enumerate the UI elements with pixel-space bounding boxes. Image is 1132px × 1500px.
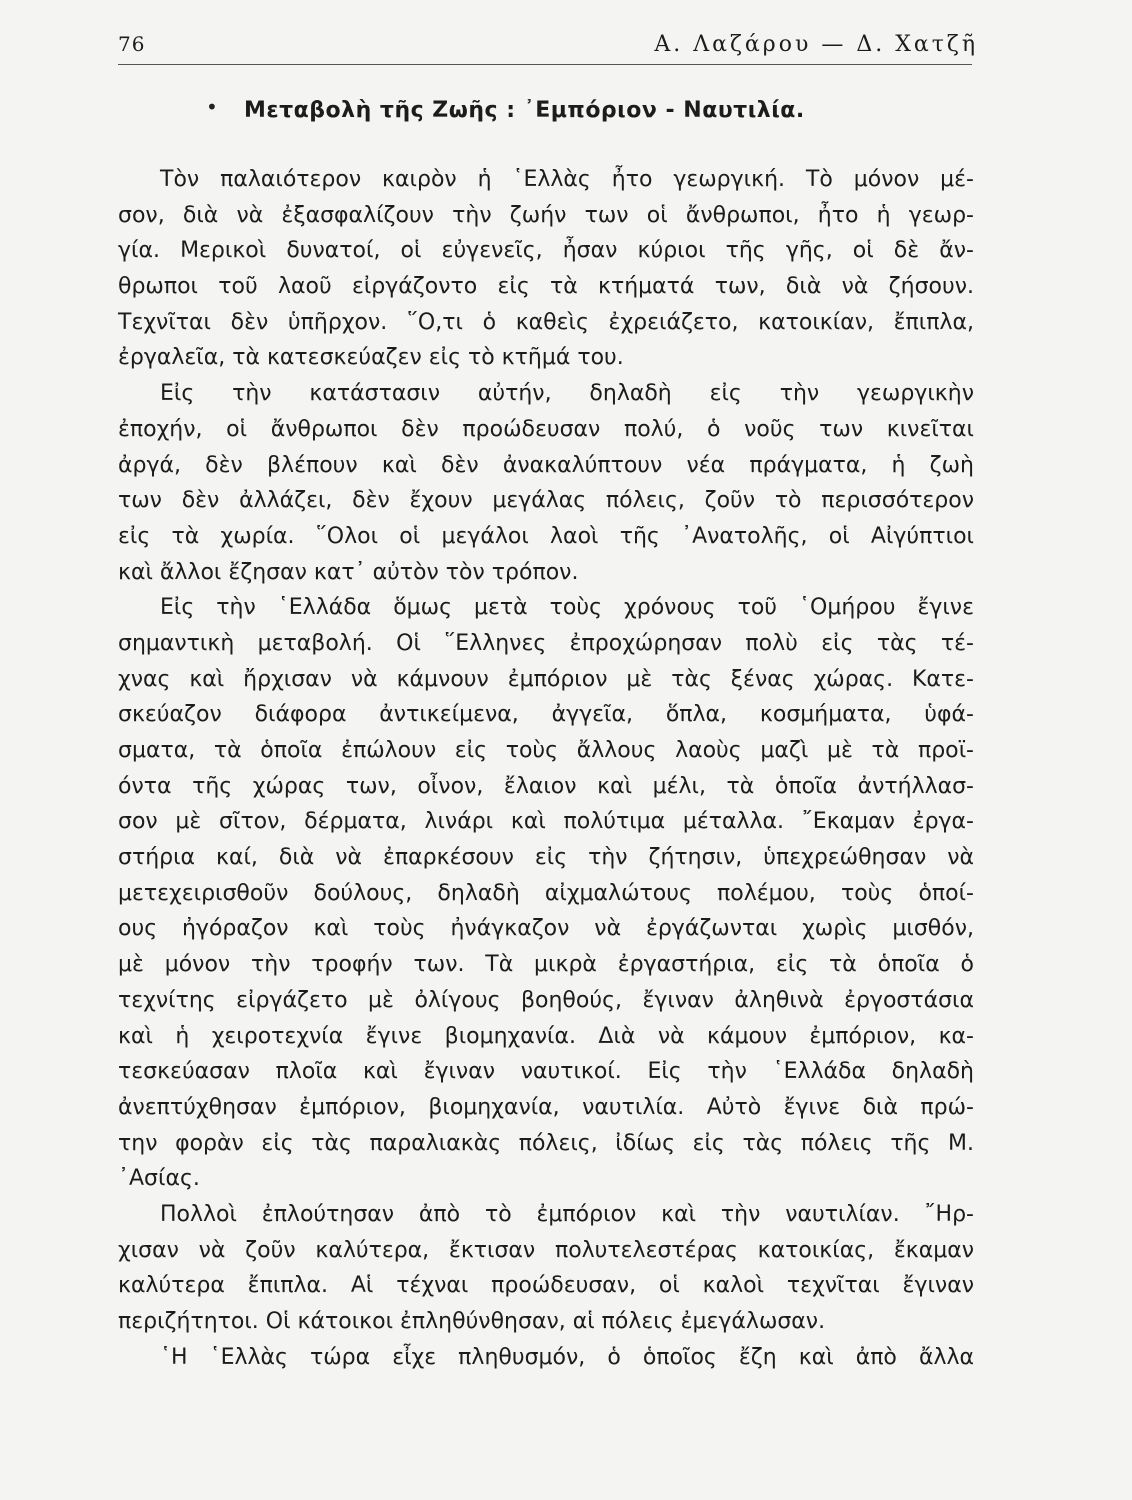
text-line: τεχνίτης εἰργάζετο μὲ ὀλίγους βοηθούς, ἔγιναν ἀληθινὰ ἐργοστάσια — [118, 987, 974, 1013]
text-line: ἐποχήν, οἱ ἄνθρωποι δὲν προώδευσαν πολύ, ὁ νοῦς των κινεῖται — [118, 416, 974, 442]
text-line: Εἰς τὴν κατάστασιν αὐτήν, δηλαδὴ εἰς τὴν γεωργικὴν — [160, 381, 974, 407]
text-line: την φορὰν εἰς τὰς παραλιακὰς πόλεις, ἰδίως εἰς τὰς πόλεις τῆς Μ. — [118, 1130, 974, 1156]
text-line: Εἰς τὴν ῾Ελλάδα ὅμως μετὰ τοὺς χρόνους τοῦ ῾Ομήρου ἔγινε — [160, 595, 974, 621]
running-head: Α. Λαζάρου — Δ. Χατζῆ — [654, 32, 978, 57]
text-line: σματα, τὰ ὁποῖα ἐπώλουν εἰς τοὺς ἄλλους λαοὺς μαζὶ μὲ τὰ προϊ- — [118, 738, 974, 763]
text-line: Τὸν παλαιότερον καιρὸν ἡ ῾Ελλὰς ἦτο γεωργική. Τὸ μόνον μέ- — [160, 167, 974, 192]
text-line: ἐργαλεῖα, τὰ κατεσκεύαζεν εἰς τὸ κτῆμά του. — [118, 345, 624, 371]
text-line: ους ἠγόραζον καὶ τοὺς ἠνάγκαζον νὰ ἐργάζωνται χωρὶς μισθόν, — [118, 916, 974, 942]
page-header — [118, 28, 978, 65]
text-line: ᾿Ασίας. — [118, 1166, 200, 1192]
text-line: σον μὲ σῖτον, δέρματα, λινάρι καὶ πολύτιμα μέταλλα. ῎Εκαμαν ἐργα- — [118, 809, 974, 835]
paragraph-4 — [118, 1197, 974, 1340]
text-line: Τεχνῖται δὲν ὑπῆρχον. ῞Ο,τι ὁ καθεὶς ἐχρειάζετο, κατοικίαν, ἔπιπλα, — [118, 309, 974, 335]
text-line: καὶ ἄλλοι ἔζησαν κατ᾿ αὐτὸν τὸν τρόπον. — [118, 559, 579, 585]
text-line: μὲ μόνον τὴν τροφήν των. Τὰ μικρὰ ἐργαστήρια, εἰς τὰ ὁποῖα ὁ — [118, 952, 974, 978]
body-text — [118, 162, 974, 1375]
text-line: των δὲν ἀλλάζει, δὲν ἔχουν μεγάλας πόλεις, ζοῦν τὸ περισσότερον — [118, 488, 974, 514]
text-line: σκεύαζον διάφορα ἀντικείμενα, ἀγγεῖα, ὅπλα, κοσμήματα, ὑφά- — [118, 702, 974, 728]
text-line: τεσκεύασαν πλοῖα καὶ ἔγιναν ναυτικοί. Εἰς τὴν ῾Ελλάδα δηλαδὴ — [118, 1059, 974, 1085]
text-line: σημαντικὴ μεταβολή. Οἱ ῞Ελληνες ἐπροχώρησαν πολὺ εἰς τὰς τέ- — [118, 630, 974, 656]
paragraph-5 — [118, 1340, 974, 1376]
text-line: ἀνεπτύχθησαν ἐμπόριον, βιομηχανία, ναυτιλία. Αὐτὸ ἔγινε διὰ πρώ- — [118, 1094, 974, 1120]
text-line: καὶ ἡ χειροτεχνία ἔγινε βιομηχανία. Διὰ νὰ κάμουν ἐμπόριον, κα- — [118, 1023, 974, 1049]
paragraph-1 — [118, 162, 974, 376]
text-line: χισαν νὰ ζοῦν καλύτερα, ἔκτισαν πολυτελεστέρας κατοικίας, ἔκαμαν — [118, 1237, 974, 1263]
text-line: θρωποι τοῦ λαοῦ εἰργάζοντο εἰς τὰ κτήματά των, διὰ νὰ ζήσουν. — [118, 274, 974, 300]
text-line: μετεχειρισθοῦν δούλους, δηλαδὴ αἰχμαλώτους πολέμου, τοὺς ὁποί- — [118, 880, 974, 906]
section-bullet-icon: • — [206, 95, 218, 119]
text-line: Πολλοὶ ἐπλούτησαν ἀπὸ τὸ ἐμπόριον καὶ τὴν ναυτιλίαν. ῎Ηρ- — [160, 1201, 974, 1227]
text-line: εἰς τὰ χωρία. ῞Ολοι οἱ μεγάλοι λαοὶ τῆς ᾿Ανατολῆς, οἱ Αἰγύπτιοι — [118, 523, 974, 549]
section-title: Μεταβολὴ τῆς Ζωῆς : ᾿Εμπόριον - Ναυτιλία. — [244, 98, 805, 123]
text-line: χνας καὶ ἤρχισαν νὰ κάμνουν ἐμπόριον μὲ τὰς ξένας χώρας. Κατε- — [118, 666, 974, 692]
text-line: γία. Μερικοὶ δυνατοί, οἱ εὐγενεῖς, ἦσαν κύριοι τῆς γῆς, οἱ δὲ ἄν- — [118, 238, 974, 264]
paragraph-3 — [118, 590, 974, 1197]
text-line: όντα τῆς χώρας των, οἶνον, ἔλαιον καὶ μέλι, τὰ ὁποῖα ἀντήλλασ- — [118, 773, 974, 799]
text-line: σον, διὰ νὰ ἐξασφαλίζουν τὴν ζωήν των οἱ ἄνθρωποι, ἦτο ἡ γεωρ- — [118, 202, 974, 228]
text-line: περιζήτητοι. Οἱ κάτοικοι ἐπληθύνθησαν, αἱ πόλεις ἐμεγάλωσαν. — [118, 1309, 826, 1334]
text-line: στήρια καί, διὰ νὰ ἐπαρκέσουν εἰς τὴν ζήτησιν, ὑπεχρεώθησαν νὰ — [118, 845, 974, 871]
text-line: ῾Η ῾Ελλὰς τώρα εἶχε πληθυσμόν, ὁ ὁποῖος ἔζη καὶ ἀπὸ ἄλλα — [160, 1344, 974, 1370]
paragraph-2 — [118, 376, 974, 590]
page-number: 76 — [118, 32, 146, 56]
text-line: καλύτερα ἔπιπλα. Αἱ τέχναι προώδευσαν, οἱ καλοὶ τεχνῖται ἔγιναν — [118, 1273, 974, 1299]
text-line: ἀργά, δὲν βλέπουν καὶ δὲν ἀνακαλύπτουν νέα πράγματα, ἡ ζωὴ — [118, 452, 974, 478]
